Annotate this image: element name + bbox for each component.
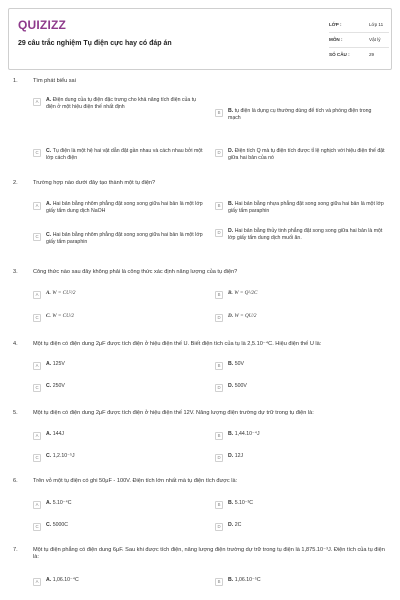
option-key: B. (228, 361, 234, 367)
meta-label: MÔN : (329, 37, 343, 42)
option-text: Hai bản bằng nhựa phẳng đặt song song giữa hai bản là một lớp giấy tẩm paraphin (228, 201, 384, 214)
option-b[interactable] (215, 500, 385, 509)
option-b[interactable] (215, 290, 385, 299)
option-key: C. (46, 148, 52, 154)
option-d[interactable] (215, 148, 385, 162)
option-text: Điện dung của tụ điện đặc trưng cho khả năng tích điện của tụ điện ở một hiệu điện thế nhất định (46, 97, 197, 110)
option-letter-box: D (215, 384, 223, 392)
question-number: 6. (13, 478, 18, 484)
option-letter-box: C (33, 384, 41, 392)
header-card (8, 8, 392, 70)
option-letter-box: B (215, 291, 223, 299)
option-letter-box: B (215, 432, 223, 440)
option-text: Hai bản bằng thủy tinh phẳng đặt song song giữa hai bản là một lớp giấy tẩm dung dịch muối ăn. (228, 228, 383, 241)
option-c[interactable] (33, 148, 203, 162)
option-key: C. (46, 383, 52, 389)
option-d[interactable] (215, 383, 385, 392)
option-text: 1,06.10⁻⁴C (52, 577, 79, 583)
option-a[interactable] (33, 290, 203, 299)
question-number: 5. (13, 410, 18, 416)
option-formula: W = Q²/2C (234, 290, 258, 296)
option-letter-box: D (215, 229, 223, 237)
option-letter-box: A (33, 98, 41, 106)
option-text: 250V (52, 383, 65, 389)
meta-row-subject (329, 33, 389, 48)
option-letter-box: B (215, 578, 223, 586)
option-text: 12J (234, 453, 244, 459)
question-number: 1. (13, 78, 18, 84)
question-text: Một tụ điện có điện dung 2μF được tích điện ở hiệu điện thế 12V. Năng lượng điện trường dự trữ trong tụ điện là: (33, 410, 314, 416)
option-letter-box: B (215, 202, 223, 210)
option-a[interactable] (33, 97, 203, 111)
option-c[interactable] (33, 313, 203, 322)
option-letter-box: D (215, 454, 223, 462)
option-key: D. (228, 453, 234, 459)
option-text: tụ điện là dụng cụ thường dùng để tích và phóng điện trong mạch (228, 108, 372, 121)
option-letter-box: C (33, 523, 41, 531)
option-key: C. (46, 313, 51, 319)
option-letter-box: A (33, 501, 41, 509)
option-d[interactable] (215, 453, 385, 462)
option-text: 125V (52, 361, 65, 367)
meta-value: Vật lý (369, 37, 381, 42)
option-c[interactable] (33, 522, 203, 531)
option-a[interactable] (33, 577, 203, 586)
option-key: A. (46, 431, 52, 437)
meta-row-class (329, 18, 389, 33)
option-letter-box: C (33, 149, 41, 157)
option-key: D. (228, 313, 234, 319)
question-number: 4. (13, 341, 18, 347)
page-title: 29 câu trắc nghiệm Tụ điện cực hay có đáp án (18, 40, 172, 47)
option-letter-box: A (33, 432, 41, 440)
question-text: Trên vỏ một tụ điện có ghi 50μF - 100V. Điện tích lớn nhất mà tụ điện tích được là: (33, 478, 238, 484)
option-letter-box: D (215, 149, 223, 157)
option-key: B. (228, 108, 234, 114)
meta-value: Lớp 11 (369, 22, 384, 27)
option-key: C. (46, 453, 52, 459)
option-letter-box: B (215, 109, 223, 117)
option-c[interactable] (33, 383, 203, 392)
option-key: B. (228, 290, 233, 296)
option-key: D. (228, 383, 234, 389)
option-letter-box: A (33, 578, 41, 586)
option-key: B. (228, 500, 234, 506)
option-a[interactable] (33, 361, 203, 370)
option-a[interactable] (33, 201, 203, 215)
option-text: 1,06.10⁻⁵C (234, 577, 261, 583)
option-key: A. (46, 577, 52, 583)
option-letter-box: C (33, 314, 41, 322)
option-letter-box: A (33, 202, 41, 210)
option-letter-box: C (33, 233, 41, 241)
option-text: 1,2.10⁻⁵J (52, 453, 75, 459)
option-text: 1,44.10⁻⁴J (234, 431, 260, 437)
option-letter-box: A (33, 362, 41, 370)
option-letter-box: D (215, 314, 223, 322)
option-d[interactable] (215, 522, 385, 531)
option-letter-box: B (215, 362, 223, 370)
option-formula: W = CU/2 (52, 313, 74, 319)
question-number: 7. (13, 547, 18, 553)
option-formula: W = CU²/2 (52, 290, 76, 296)
meta-label: LỚP : (329, 22, 342, 27)
option-text: Hai bản bằng nhôm phẳng đặt song song giữa hai bản là một lớp giấy tẩm paraphin (46, 232, 203, 245)
meta-label: SỐ CÂU : (329, 52, 350, 57)
quizizz-logo: QUIZIZZ (18, 18, 67, 32)
question-text: Công thức nào sau đây không phải là công thức xác định năng lượng của tụ điện? (33, 269, 238, 275)
option-key: D. (228, 228, 234, 234)
option-b[interactable] (215, 577, 385, 586)
option-key: C. (46, 232, 52, 238)
option-key: A. (46, 97, 52, 103)
option-text: Tụ điện là một hệ hai vật dẫn đặt gần nhau và cách nhau bởi một lớp cách điện (46, 148, 203, 161)
question-text: Trường hợp nào dưới đây tạo thành một tụ điện? (33, 180, 156, 186)
option-key: A. (46, 500, 52, 506)
option-a[interactable] (33, 500, 203, 509)
option-text: 2C (234, 522, 242, 528)
option-letter-box: B (215, 501, 223, 509)
option-letter-box: C (33, 454, 41, 462)
meta-table (329, 18, 389, 63)
option-text: 5000C (52, 522, 68, 528)
option-key: B. (228, 431, 234, 437)
option-text: 144J (52, 431, 64, 437)
option-text: Điện tích Q mà tụ điện tích được tỉ lệ nghịch với hiệu điện thế đặt giữa hai bản của nó (228, 148, 385, 161)
option-d[interactable] (215, 313, 385, 322)
option-text: 5.10⁻⁴C (52, 500, 72, 506)
option-b[interactable] (215, 108, 385, 122)
meta-row-question-count (329, 48, 389, 63)
option-text: Hai bản bằng nhôm phẳng đặt song song giữa hai bản là một lớp giấy tẩm dung dịch NaOH (46, 201, 203, 214)
option-b[interactable] (215, 361, 385, 370)
option-c[interactable] (33, 232, 203, 246)
option-text: 50V (234, 361, 244, 367)
question-number: 3. (13, 269, 18, 275)
option-d[interactable] (215, 228, 385, 242)
option-letter-box: A (33, 291, 41, 299)
option-b[interactable] (215, 431, 385, 440)
option-key: C. (46, 522, 52, 528)
question-text: Tìm phát biểu sai (33, 78, 76, 84)
option-key: D. (228, 148, 234, 154)
option-key: D. (228, 522, 234, 528)
option-letter-box: D (215, 523, 223, 531)
option-formula: W = QU/2 (234, 313, 257, 319)
question-text: Một tụ điện có điện dung 2μF được tích điện ở hiệu điện thế U. Biết điện tích của tụ là 2,5.10⁻⁴C. Hiệu điện thế U là: (33, 341, 322, 347)
option-key: B. (228, 201, 234, 207)
option-b[interactable] (215, 201, 385, 215)
meta-value: 29 (369, 52, 375, 57)
option-text: 5.10⁻³C (234, 500, 253, 506)
option-key: B. (228, 577, 234, 583)
option-key: A. (46, 201, 52, 207)
question-text: Một tụ điện phẳng có điện dung 6μF. Sau khi được tích điện, năng lượng điện trường dự trữ trong tụ điện là 1,875.10⁻³J. Điện tích của tụ điện là: (33, 547, 385, 561)
question-number: 2. (13, 180, 18, 186)
option-a[interactable] (33, 431, 203, 440)
option-key: A. (46, 361, 52, 367)
option-text: 500V (234, 383, 247, 389)
option-key: A. (46, 290, 51, 296)
option-c[interactable] (33, 453, 203, 462)
